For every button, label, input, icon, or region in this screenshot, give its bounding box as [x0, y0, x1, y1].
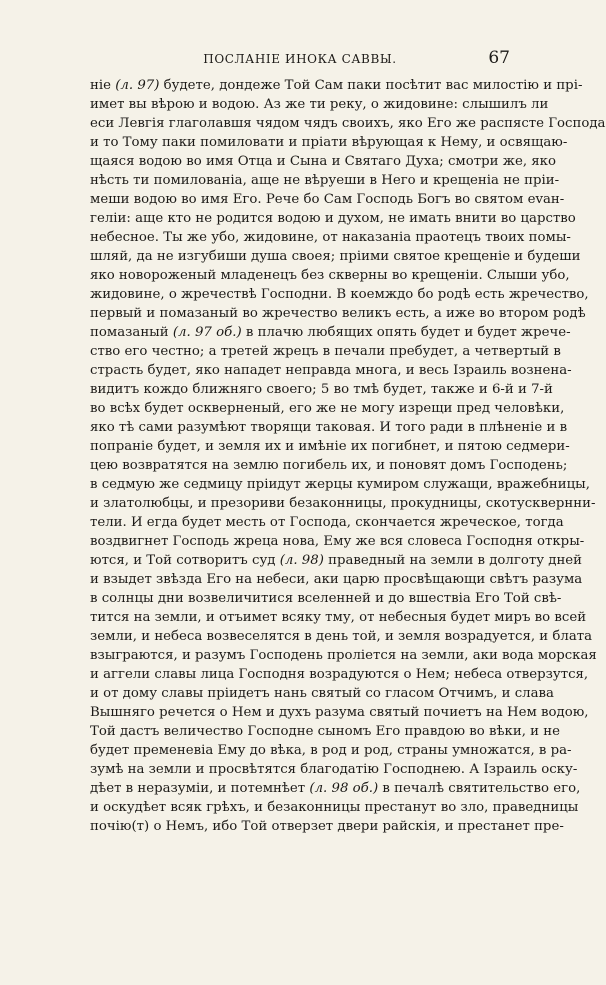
folio-reference: (л. 97)	[115, 78, 160, 93]
text-line	[90, 494, 596, 513]
text-line	[90, 779, 581, 798]
text-line	[90, 266, 570, 285]
text-line	[90, 741, 572, 760]
text-line	[90, 475, 590, 494]
text-segment: яко новороженый младенецъ без скверны во крещеніи. Слыши убо,	[90, 268, 570, 283]
text-line	[90, 361, 572, 380]
text-segment: и златолюбцы, и презориви безаконницы, прокудницы, скотусквернни-	[90, 496, 596, 511]
text-line	[90, 247, 581, 266]
text-segment: ются, и Той сотворитъ суд	[90, 553, 280, 568]
page-number: 67	[488, 48, 510, 68]
text-line	[90, 171, 560, 190]
page-header	[90, 48, 510, 72]
text-segment: взыграются, и разумъ Господень проліется на земли, аки вода морская	[90, 648, 597, 663]
text-segment: праведный на земли в долготу дней	[323, 553, 583, 568]
text-line	[90, 703, 589, 722]
text-segment: Вышняго речется о Нем и духъ разума святый почиетъ на Нем водою,	[90, 705, 589, 720]
text-line	[90, 589, 562, 608]
text-line	[90, 323, 571, 342]
folio-reference: (л. 98 об.)	[309, 781, 379, 796]
running-title: ПОСЛАНІЕ ИНОКА САВВЫ.	[203, 52, 397, 66]
text-segment: воздвигнет Господь жреца нова, Ему же вся словеса Господня откры-	[90, 534, 585, 549]
text-segment: и взыдет звѣзда Его на небеси, аки царю просвѣщающи свѣтъ разума	[90, 572, 583, 587]
text-segment: меши водою во имя Его. Рече бо Сам Господь Богъ во святом еvан-	[90, 192, 565, 207]
text-segment: щаяся водою во имя Отца и Сына и Святаго Духа; смотри же, яко	[90, 154, 556, 169]
text-segment: во всѣх будет оскверненый, его же не могу изрещи пред человѣки,	[90, 401, 565, 416]
text-line	[90, 95, 549, 114]
text-segment: тели. И егда будет месть от Господа, скончается жреческое, тогда	[90, 515, 564, 530]
text-line	[90, 646, 597, 665]
text-segment: Той дастъ величество Господне сыномъ Его правдою во вѣки, и не	[90, 724, 560, 739]
text-segment: цею возвратятся на землю погибель их, и поновят домъ Господень;	[90, 458, 568, 473]
text-line	[90, 190, 565, 209]
text-line	[90, 817, 564, 836]
text-segment: будете, дондеже Той Сам паки посѣтит вас милостію и прі-	[159, 78, 583, 93]
text-line	[90, 342, 561, 361]
text-line	[90, 798, 579, 817]
text-line	[90, 570, 583, 589]
text-segment: тится на земли, и отъимет всяку тму, от небесныя будет миръ во всей	[90, 610, 587, 625]
text-line	[90, 228, 571, 247]
text-segment: жидовине, о жречествѣ Господни. В коемждо бо родѣ есть жречество,	[90, 287, 589, 302]
text-segment: шляй, да не изгубиши душа своея; пріими святое крещеніе и будеши	[90, 249, 581, 264]
text-segment: и то Тому паки помиловати и пріати вѣрующая к Нему, и освящаю-	[90, 135, 568, 150]
text-line	[90, 380, 553, 399]
text-line	[90, 399, 565, 418]
text-segment: и оскудѣет всяк грѣхъ, и безаконницы престанут во зло, праведницы	[90, 800, 579, 815]
text-line	[90, 304, 586, 323]
text-line	[90, 152, 556, 171]
text-segment: в плачю любящих опять будет и будет жрече-	[241, 325, 571, 340]
text-segment: еси Левгія глаголавшя чядом чядъ своихъ, яко Его же распясте Господа	[90, 116, 606, 131]
text-line	[90, 418, 568, 437]
text-segment: и от дому славы пріидетъ нань святый со гласом Отчимъ, и слава	[90, 686, 554, 701]
text-segment: будет пременевіа Ему до вѣка, в род и род, страны умножатся, в ра-	[90, 743, 572, 758]
text-segment: попраніе будет, и земля их и имѣніе их погибнет, и пятою седмери-	[90, 439, 570, 454]
text-line	[90, 551, 583, 570]
text-line	[90, 665, 589, 684]
text-line	[90, 513, 564, 532]
text-line	[90, 684, 554, 703]
folio-reference: (л. 98)	[279, 553, 324, 568]
text-segment: первый и помазаный во жречество великъ есть, а иже во втором родѣ	[90, 306, 586, 321]
text-segment: страсть будет, яко нападет неправда многа, и весь Ізраиль вознена-	[90, 363, 572, 378]
text-line	[90, 114, 606, 133]
text-segment: дѣет в неразуміи, и потемнѣет	[90, 781, 310, 796]
text-line	[90, 437, 570, 456]
text-line	[90, 285, 589, 304]
text-segment: в седмую же седмицу пріидут жерцы кумиром служащи, вражебницы,	[90, 477, 590, 492]
text-line	[90, 760, 578, 779]
text-segment: ніе	[90, 78, 116, 93]
text-line	[90, 209, 576, 228]
text-segment: земли, и небеса возвеселятся в день той, и земля возрадуется, и блата	[90, 629, 593, 644]
text-line	[90, 76, 583, 95]
folio-reference: (л. 97 об.)	[172, 325, 242, 340]
text-segment: имет вы вѣрою и водою. Аз же ти реку, о жидовине: слышилъ ли	[90, 97, 549, 112]
text-segment: помазаный	[90, 325, 173, 340]
body-text	[90, 76, 606, 836]
text-segment: небесное. Ты же убо, жидовине, от наказаніа праотецъ твоих помы-	[90, 230, 571, 245]
text-segment: зумѣ на земли и просвѣтятся благодатію Господнею. А Ізраиль оску-	[90, 762, 578, 777]
text-segment: ство его честно; а третей жрецъ в печали пребудет, а четвертый в	[90, 344, 561, 359]
text-segment: и аггели славы лица Господня возрадуются о Нем; небеса отверзутся,	[90, 667, 589, 682]
text-segment: в печалѣ святительство его,	[378, 781, 581, 796]
text-line	[90, 627, 593, 646]
text-line	[90, 608, 587, 627]
text-segment: яко тѣ сами разумѣют творящи таковая. И того ради в плѣненіе и в	[90, 420, 568, 435]
text-line	[90, 456, 568, 475]
text-line	[90, 133, 568, 152]
text-segment: почію(т) о Немъ, ибо Той отверзет двери райскія, и престанет пре-	[90, 819, 564, 834]
text-segment: видитъ кождо ближняго своего; 5 во тмѣ будет, также и 6-й и 7-й	[90, 382, 553, 397]
text-line	[90, 722, 560, 741]
text-segment: геліи: аще кто не родится водою и духом, не имать внити во царство	[90, 211, 576, 226]
text-segment: нѣсть ти помилованіа, аще не вѣруеши в Него и крещеніа не пріи-	[90, 173, 560, 188]
text-line	[90, 532, 585, 551]
text-segment: в солнцы дни возвеличитися вселенней и до вшествіа Его Той свѣ-	[90, 591, 562, 606]
